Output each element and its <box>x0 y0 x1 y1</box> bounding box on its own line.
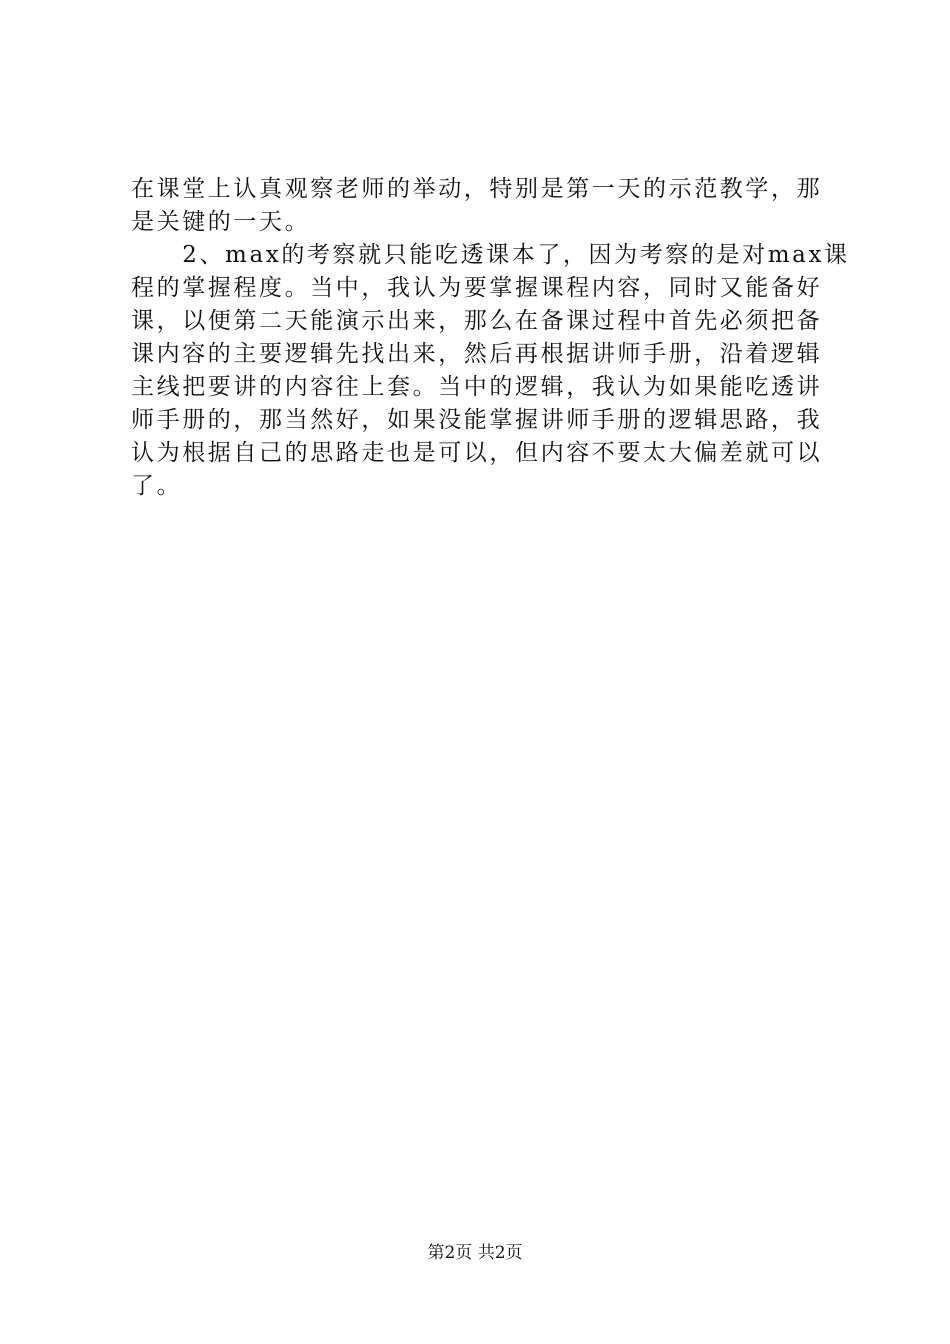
paragraph-line: 课内容的主要逻辑先找出来，然后再根据讲师手册，沿着逻辑 <box>131 341 823 367</box>
page-number-label: 第2页 共2页 <box>427 1243 523 1263</box>
body-text <box>131 173 850 503</box>
page-footer <box>0 1241 950 1265</box>
paragraph-line: 是关键的一天。 <box>131 209 311 235</box>
paragraph-line: 程的掌握程度。当中，我认为要掌握课程内容，同时又能备好 <box>131 275 823 301</box>
paragraph-line: 2、max的考察就只能吃透课本了，因为考察的是对max课 <box>131 242 850 268</box>
paragraph-line: 课，以便第二天能演示出来，那么在备课过程中首先必须把备 <box>131 308 823 334</box>
paragraph-line: 认为根据自己的思路走也是可以，但内容不要太大偏差就可以 <box>131 440 823 466</box>
paragraph-line: 主线把要讲的内容往上套。当中的逻辑，我认为如果能吃透讲 <box>131 374 823 400</box>
paragraph-line: 师手册的，那当然好，如果没能掌握讲师手册的逻辑思路，我 <box>131 407 823 433</box>
paragraph-line: 在课堂上认真观察老师的举动，特别是第一天的示范教学，那 <box>131 176 823 202</box>
paragraph-line: 了。 <box>131 473 183 499</box>
